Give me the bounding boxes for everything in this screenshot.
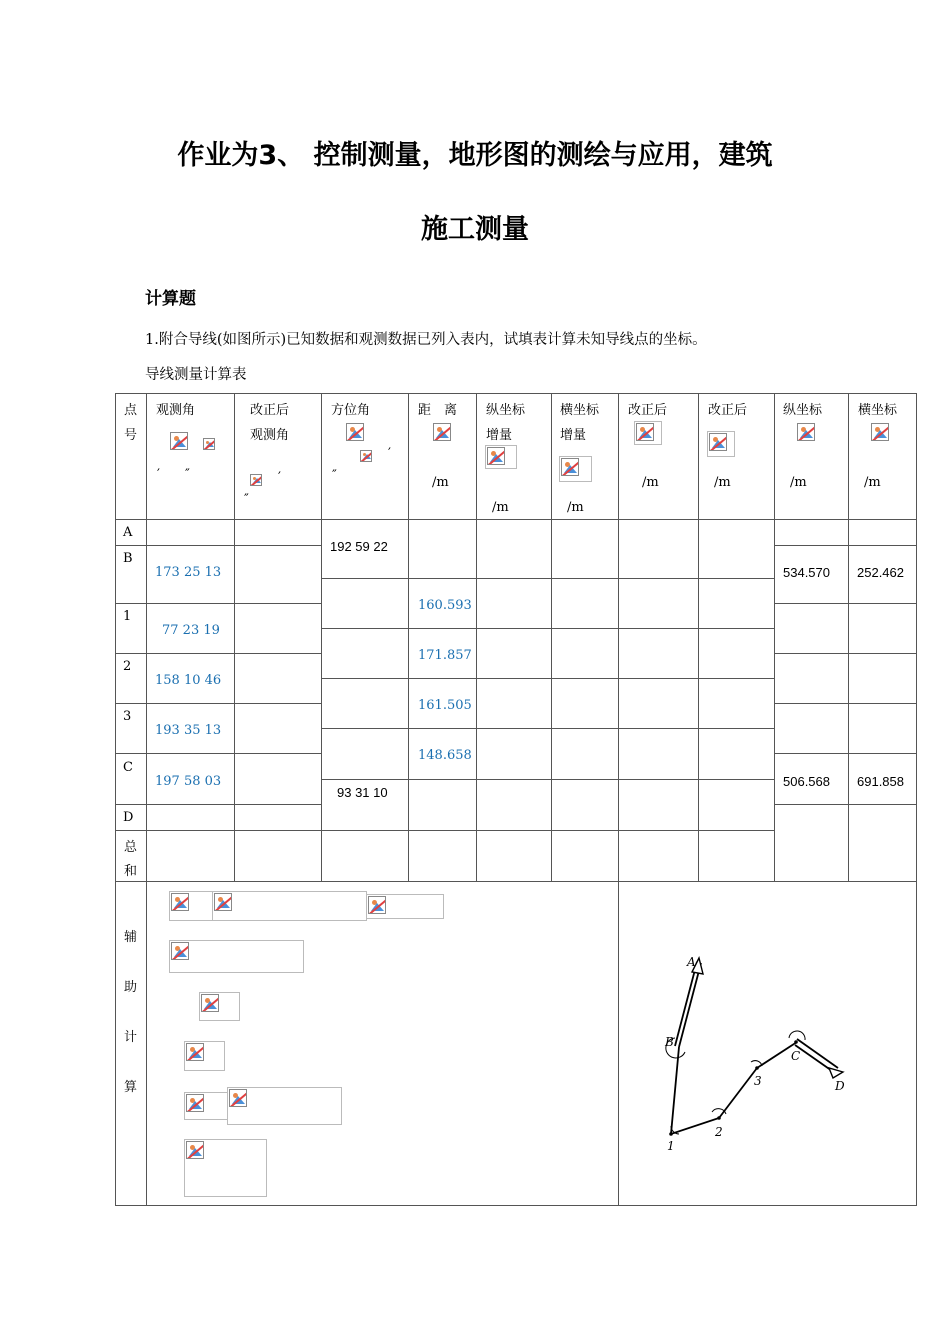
obs-angle-1: 77 23 19 [162,623,220,638]
hdr-dy-unit: /m [567,500,584,515]
distance-12: 171.857 [418,648,472,663]
coord-B-y: 252.462 [857,565,904,580]
section-heading: 计算题 [145,289,196,309]
c2-B1 [698,578,775,629]
hdr-azimuth: 方位角 [331,403,371,418]
corr-B [234,545,322,604]
distance-3C: 148.658 [418,748,472,763]
d-total [408,830,477,882]
hdr-corr2: 改正后 [708,403,748,418]
hdr-y-unit: /m [864,475,881,490]
broken-image-icon [346,423,364,441]
dx-B1 [476,578,552,629]
c2-CD [698,779,775,831]
total-2: 和 [124,864,138,879]
x-2 [774,653,849,704]
dy-3C [551,728,619,780]
broken-image-icon [229,1089,247,1107]
hdr-x: 纵坐标 [783,403,823,418]
corr-C [234,753,322,805]
doc-title-line1: 作业为3、 控制测量，地形图的测绘与应用，建筑 [177,140,773,171]
dx-3C [476,728,552,780]
broken-image-icon [186,1141,204,1159]
c2-AB [698,519,775,579]
c1-23 [618,678,699,729]
hdr-corr-minute: ′ [278,470,281,485]
dx-AB [476,519,552,579]
c1-3C [618,728,699,780]
c1-total [618,830,699,882]
d-AB [408,519,477,579]
hdr-point-2: 号 [124,428,138,443]
dy-B1 [551,578,619,629]
point-C: C [123,760,133,775]
y-A [848,519,917,546]
broken-image-icon [871,423,889,441]
hdr-distance: 距 离 [418,403,458,418]
dy-23 [551,678,619,729]
hdr-corr-obs-1: 改正后 [250,403,290,418]
image-frame [212,891,367,921]
hdr-obs-minute: ′ [157,467,160,482]
diagram-label-C: C [791,1049,801,1063]
y-1 [848,603,917,654]
hdr-corr1: 改正后 [628,403,668,418]
hdr-corr2-unit: /m [714,475,731,490]
hdr-dist-unit: /m [432,475,449,490]
diagram-label-D: D [835,1079,845,1093]
hdr-dx-1: 纵坐标 [486,403,526,418]
hdr-corr-obs-2: 观测角 [250,428,290,443]
diagram-label-3: 3 [754,1074,762,1088]
broken-image-icon [186,1043,204,1061]
hdr-dx-2: 增量 [486,428,513,443]
corr-A [234,519,322,546]
hdr-az-minute: ′ [388,446,391,461]
c1-CD [618,779,699,831]
hdr-dy-2: 增量 [560,428,587,443]
c2-total [698,830,775,882]
broken-image-icon [186,1094,204,1112]
aux-label-3: 计 [124,1030,138,1045]
coord-C-y: 691.858 [857,774,904,789]
corr-2 [234,653,322,704]
corr-1 [234,603,322,654]
dy-CD [551,779,619,831]
broken-image-icon [203,438,215,450]
obs-angle-B: 173 25 13 [155,565,222,580]
question-text: 1.附合导线(如图所示)已知数据和观测数据已列入表内，试填表计算未知导线点的坐标。 [145,332,707,348]
corr-D [234,804,322,831]
obs-D [146,804,235,831]
point-1: 1 [123,609,132,624]
c1-B1 [618,578,699,629]
broken-image-icon [171,893,189,911]
d-CD [408,779,477,831]
corr-3 [234,703,322,754]
y-D [848,804,917,882]
coord-B-x: 534.570 [783,565,830,580]
obs-A [146,519,235,546]
total-1: 总 [124,840,138,855]
hdr-corr-second: ″ [244,492,249,507]
obs-angle-C: 197 58 03 [155,774,222,789]
obs-angle-2: 158 10 46 [155,673,222,688]
hdr-corr1-unit: /m [642,475,659,490]
traverse-diagram [619,882,916,1205]
point-D: D [123,810,134,825]
obs-total [146,830,235,882]
dx-12 [476,628,552,679]
x-1 [774,603,849,654]
point-3: 3 [123,709,132,724]
dy-AB [551,519,619,579]
corr-total [234,830,322,882]
aux-label-4: 算 [124,1080,138,1095]
broken-image-icon [561,458,579,476]
y-2 [848,653,917,704]
broken-image-icon [797,423,815,441]
hdr-obs-second: ″ [185,467,190,482]
hdr-dy-1: 横坐标 [560,403,600,418]
x-A [774,519,849,546]
hdr-point-1: 点 [124,403,138,418]
point-B: B [123,551,133,566]
image-frame [169,940,304,973]
aux-label-1: 辅 [124,930,138,945]
az-12 [321,628,409,679]
hdr-az-second: ″ [332,468,337,483]
dy-12 [551,628,619,679]
hdr-dx-unit: /m [492,500,509,515]
hdr-obs-angle: 观测角 [156,403,196,418]
az-23 [321,678,409,729]
az-B1 [321,578,409,629]
hdr-y: 横坐标 [858,403,898,418]
dy-total [551,830,619,882]
broken-image-icon [709,433,727,451]
diagram-label-B: B [665,1035,674,1049]
c1-12 [618,628,699,679]
azimuth-end: 93 31 10 [337,785,388,800]
y-3 [848,703,917,754]
table-caption: 导线测量计算表 [145,367,247,383]
diagram-label-2: 2 [715,1125,723,1139]
dx-23 [476,678,552,729]
broken-image-icon [171,942,189,960]
azimuth-start: 192 59 22 [330,539,388,554]
x-D [774,804,849,882]
c1-AB [618,519,699,579]
c2-12 [698,628,775,679]
broken-image-icon [170,432,188,450]
broken-image-icon [201,994,219,1012]
distance-23: 161.505 [418,698,472,713]
broken-image-icon [368,896,386,914]
hdr-x-unit: /m [790,475,807,490]
az-total [321,830,409,882]
coord-C-x: 506.568 [783,774,830,789]
broken-image-icon [433,423,451,441]
x-3 [774,703,849,754]
c2-3C [698,728,775,780]
az-3C [321,728,409,780]
broken-image-icon [636,423,654,441]
point-2: 2 [123,659,132,674]
obs-angle-3: 193 35 13 [155,723,222,738]
diagram-label-A: A [687,955,696,969]
dx-CD [476,779,552,831]
diagram-label-1: 1 [667,1139,675,1153]
broken-image-icon [250,474,262,486]
dx-total [476,830,552,882]
doc-title-line2: 施工测量 [421,214,529,245]
broken-image-icon [360,450,372,462]
point-A: A [123,525,133,540]
aux-label-2: 助 [124,980,138,995]
distance-B1: 160.593 [418,598,472,613]
c2-23 [698,678,775,729]
broken-image-icon [487,447,505,465]
broken-image-icon [214,893,232,911]
